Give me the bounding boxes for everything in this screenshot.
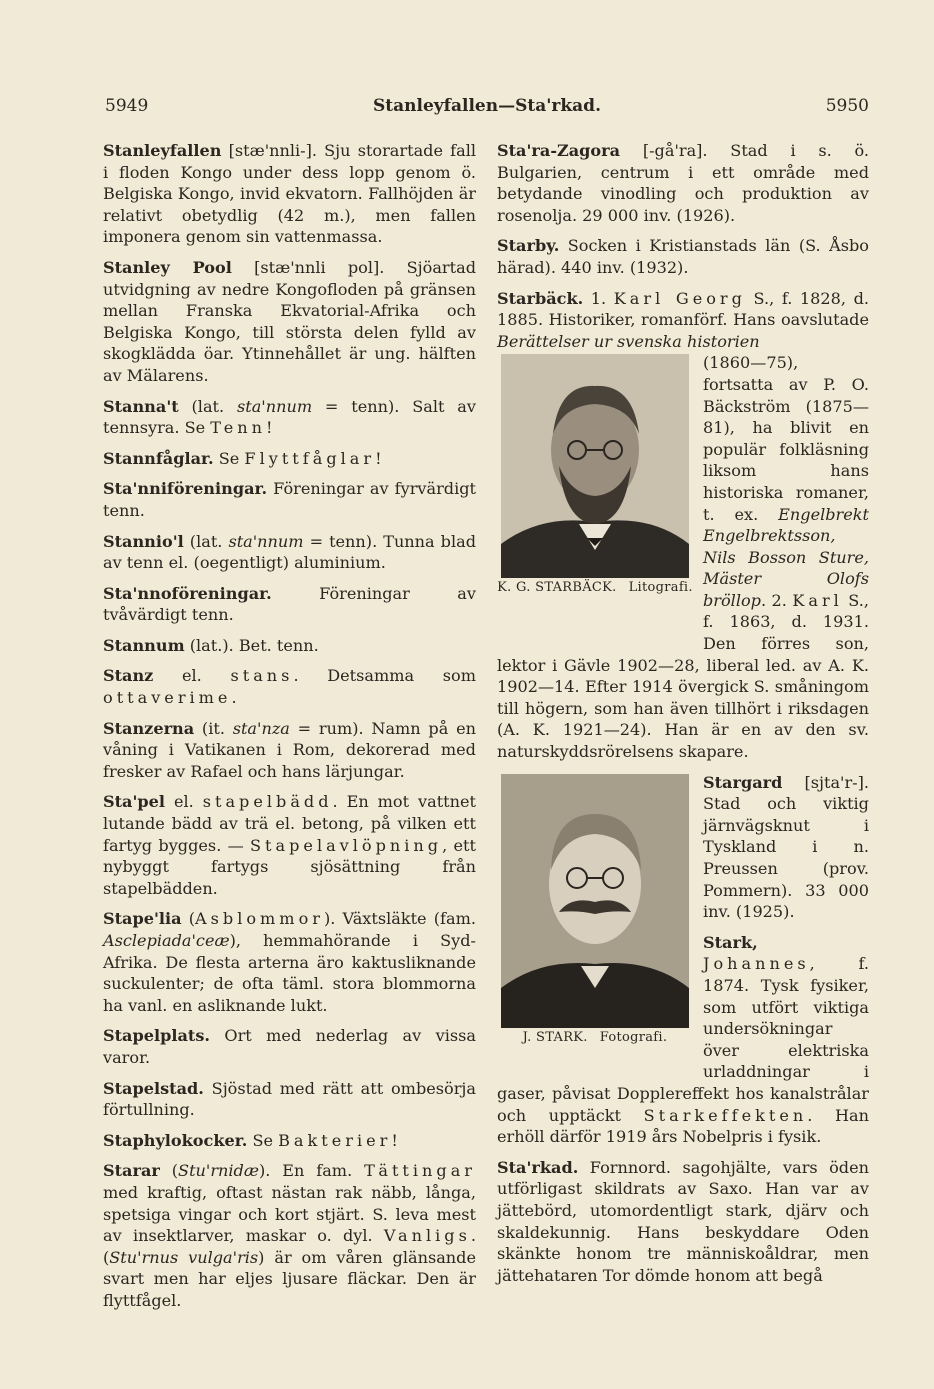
- page-number-right: 5950: [825, 96, 869, 116]
- left-column: [103, 140, 476, 1321]
- entry-starby: Starby. Socken i Kristianstads län (S. Åsbo härad). 440 inv. (1932).: [497, 236, 869, 277]
- entry-stanleyfallen: Stanleyfallen [stæ'nnli-]. Sju storartade fall i floden Kongo under dess lopp genom ö. Belgiska Kongo, invid ekvatorn. Fallhöjden är relativt obetydlig (42 m.), men fallen imponera genom sin vattenmassa.: [103, 141, 476, 247]
- entry-stargard: Stargard [sjta'r-]. Stad och viktig järnvägsknut i Tyskland i n. Preussen (prov. Pommern). 33 000 inv. (1925).: [703, 772, 869, 922]
- portrait-stark-caption: J. STARK. Fotografi.: [522, 1029, 668, 1045]
- entry-stanz: Stanz el. stans. Detsamma som ottaverime.: [103, 666, 476, 708]
- page-header: [105, 96, 869, 120]
- right-column: [497, 140, 869, 1295]
- page-running-title: Stanleyfallen—Sta'rkad.: [373, 96, 601, 116]
- entry-stannoforeningar: Sta'nnoföreningar. Föreningar av tvåvärdigt tenn.: [103, 583, 476, 625]
- entry-starback-continued: (1860—75), fortsatta av P. O. Bäckström (1875—81), ha blivit en populär folkläsning liksom hans historiska romaner, t. ex. Engelbrekt Engelbrektsson, Nils Bosson Sture, Mäster Olofs bröllop. 2. Karl S., f. 1863, d. 1931. Den förres son, lektor i Gävle 1902—28, liberal led. av A. K. 1902—14. Efter 1914 övergick S. småningom till högern, som han även tillhört i riksdagen (A. K. 1921—24). Han är en av den sv. naturskyddsrörelsens skapare.: [497, 353, 869, 762]
- entry-stanzerna: Stanzerna (it. sta'nza = rum). Namn på en våning i Vatikanen i Rom, dekorerad med fresker av Rafael och hans lärjungar.: [103, 718, 476, 781]
- portrait-starback-caption: K. G. STARBÄCK. Litografi.: [497, 580, 693, 596]
- portrait-stark-image: [501, 774, 689, 1028]
- entry-stapelplats: Stapelplats. Ort med nederlag av vissa varor.: [103, 1026, 476, 1067]
- entry-stapelia: Stape'lia (Asblommor). Växtsläkte (fam. Asclepiada'ceæ), hemmahörande i Syd-Afrika. De flesta arterna äro kaktusliknande suckulenter; de ofta täml. stora blommorna ha vanl. en asliknande lukt.: [103, 909, 476, 1015]
- entry-stapelstad: Stapelstad. Sjöstad med rätt att ombesörja förtullning.: [103, 1078, 476, 1120]
- entry-stannum: Stannum (lat.). Bet. tenn.: [103, 635, 319, 655]
- entry-stannat: Stanna't (lat. sta'nnum = tenn). Salt av tennsyra. Se Tenn!: [103, 396, 476, 438]
- entry-starar: Starar (Stu'rnidæ). En fam. Tättingar med kraftig, oftast nästan rak näbb, långa, spetsiga vingar och kort stjärt. S. leva mest av insektlarver, maskar o. dyl. Vanligs. (Stu'rnus vulga'ris) är om våren glänsande svart men har eljes ljusare fläckar. Den är flyttfågel.: [103, 1161, 476, 1310]
- portrait-starback-figure: [497, 354, 693, 630]
- entry-stapel: Sta'pel el. stapelbädd. En mot vattnet lutande bädd av trä el. betong, på vilken ett fartyg bygges. — Stapelavlöpning, ett nybyggt fartygs sjösättning från stapelbädden.: [103, 792, 476, 898]
- entry-stanley-pool: Stanley Pool [stæ'nnli pol]. Sjöartad utvidgning av nedre Kongofloden på gränsen mellan Franska Ekvatorial-Afrika och Belgiska Kongo, till största delen fylld av skogklädda öar. Ytinnehållet är ung. hälften av Mälarens.: [103, 257, 476, 385]
- entry-starkad: Sta'rkad. Fornnord. sagohjälte, vars öden utförligast skildrats av Saxo. Han var av jättebörd, utomordentligt stark, djärv och skaldekunnig. Hans beskyddare Oden skänkte honom tre människoåldrar, men jättehataren Tor dömde honom att begå: [497, 1157, 869, 1285]
- entry-starback: Starbäck. 1. Karl Georg S., f. 1828, d. 1885. Historiker, romanförf. Hans oavslutade Berättelser ur svenska historien: [497, 288, 870, 351]
- portrait-starback-image: [501, 354, 689, 578]
- page-number-left: 5949: [105, 96, 149, 116]
- entry-stanniol: Stannio'l (lat. sta'nnum = tenn). Tunna blad av tenn el. (oegentligt) aluminium.: [103, 531, 476, 573]
- portrait-stark-figure: [497, 774, 693, 1058]
- entry-stannioreningar: Sta'nniföreningar. Föreningar av fyrvärdigt tenn.: [103, 479, 476, 520]
- entry-stark: Stark, Johannes, f. 1874. Tysk fysiker, som utfört viktiga undersökningar över elektriska urladdningar i gaser, påvisat Dopplereffekt hos kanalstrålar och upptäckt Starkeffekten. Han erhöll därför 1919 års Nobelpris i fysik.: [497, 932, 869, 1147]
- entry-stannfaglar: Stannfåglar. Se Flyttfåglar!: [103, 448, 382, 468]
- entry-staphylokocker: Staphylokocker. Se Bakterier!: [103, 1130, 398, 1150]
- entry-stara-zagora: Sta'ra-Zagora [-gå'ra]. Stad i s. ö. Bulgarien, centrum i ett område med betydande vinodling och produktion av rosenolja. 29 000 inv. (1926).: [497, 141, 869, 225]
